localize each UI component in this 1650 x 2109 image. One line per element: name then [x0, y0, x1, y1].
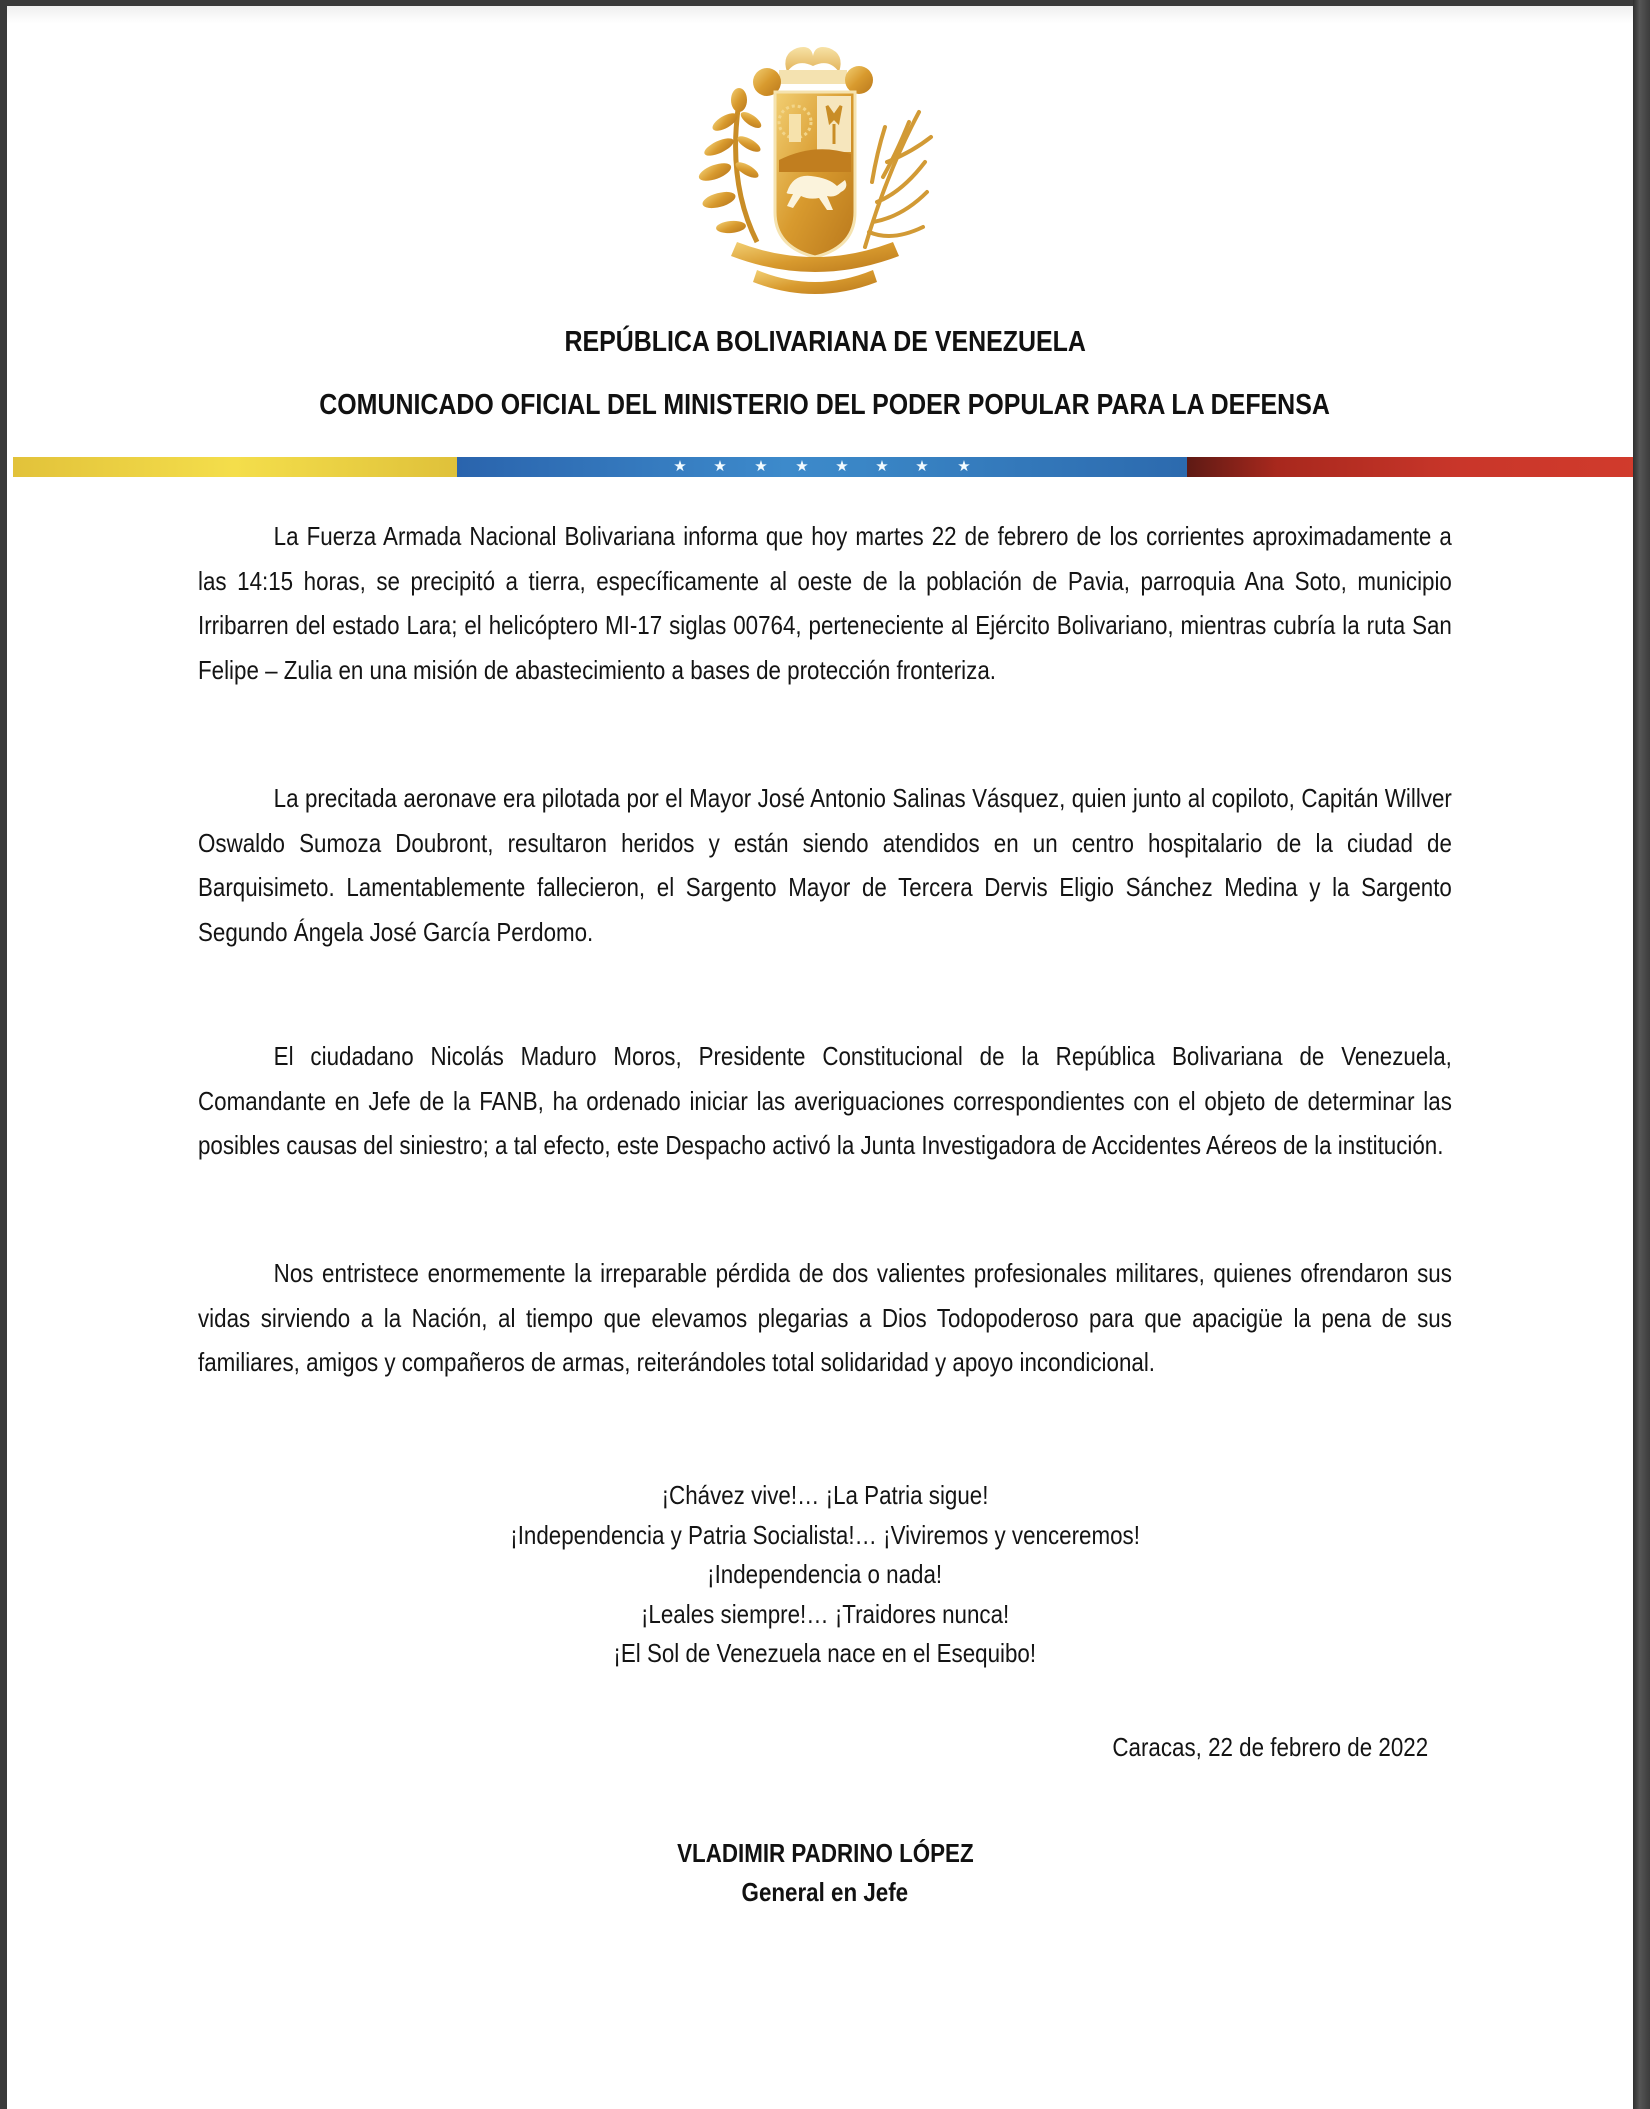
ribbon-lower	[753, 270, 877, 294]
star-icon: ★	[835, 458, 849, 475]
slogan-line: ¡Independencia y Patria Socialista!… ¡Viviremos y venceremos!	[510, 1519, 1140, 1550]
page-top-shadow	[7, 6, 1633, 24]
slogans	[7, 1476, 1643, 1674]
star-icon: ★	[754, 458, 768, 475]
signer-title: General en Jefe	[741, 1877, 909, 1907]
paragraph: El ciudadano Nicolás Maduro Moros, Presidente Constitucional de la República Bolivariana de Venezuela, Comandante en Jefe de la FANB, ha ordenado iniciar las averiguaciones correspondientes con el objeto de determinar las posibles causas del siniestro; a tal efecto, este Despacho activó la Junta Investigadora de Accidentes Aéreos de la institución.	[198, 1041, 1452, 1160]
slogan-line: ¡El Sol de Venezuela nace en el Esequibo!	[613, 1638, 1037, 1668]
star-icon: ★	[915, 458, 929, 475]
header-communique: COMUNICADO OFICIAL DEL MINISTERIO DEL PODER POPULAR PARA LA DEFENSA	[319, 389, 1331, 421]
slogan-line: ¡Chávez vive!… ¡La Patria sigue!	[661, 1480, 989, 1510]
paragraph: La precitada aeronave era pilotada por el Mayor José Antonio Salinas Vásquez, quien junto al copiloto, Capitán Willver Oswaldo Sumoza Doubront, resultaron heridos y están siendo atendidos en un centro hospitalario de la ciudad de Barquisimeto. Lamentablemente fallecieron, el Sargento Mayor de Tercera Dervis Eligio Sánchez Medina y la Sargento Segundo Ángela José García Perdomo.	[198, 783, 1452, 947]
star-icon: ★	[795, 458, 809, 475]
paragraph: La Fuerza Armada Nacional Bolivariana informa que hoy martes 22 de febrero de los corrientes aproximadamente a las 14:15 horas, se precipitó a tierra, específicamente al oeste de la población de Pavia, parroquia Ana Soto, municipio Irribarren del estado Lara; el helicóptero MI-17 siglas 00764, perteneciente al Ejército Bolivariano, mientras cubría la ruta San Felipe – Zulia en una misión de abastecimiento a bases de protección fronteriza.	[198, 521, 1452, 685]
flag-stripe	[13, 457, 1640, 477]
document-page	[7, 6, 1633, 2109]
star-icon: ★	[957, 458, 971, 475]
signer-name: VLADIMIR PADRINO LÓPEZ	[676, 1838, 974, 1868]
coat-of-arms-icon	[687, 42, 937, 302]
flag-stripe-yellow	[13, 457, 457, 477]
laurel-branch	[697, 88, 764, 242]
palm-branch	[865, 112, 931, 247]
star-icon: ★	[673, 458, 687, 475]
slogan-line: ¡Leales siempre!… ¡Traidores nunca!	[640, 1598, 1010, 1629]
date-line: Caracas, 22 de febrero de 2022	[1112, 1732, 1428, 1762]
star-icon: ★	[713, 458, 727, 475]
wheat-sheaf	[789, 114, 801, 142]
paragraph: Nos entristece enormemente la irreparable pérdida de dos valientes profesionales militares, quienes ofrendaron sus vidas sirviendo a la Nación, al tiempo que elevamos plegarias a Dios Todopoderoso para que apacigüe la pena de sus familiares, amigos y compañeros de armas, reiterándoles total solidaridad y apoyo incondicional.	[198, 1258, 1452, 1377]
slogan-line: ¡Independencia o nada!	[707, 1559, 943, 1589]
flag-stripe-red	[1187, 457, 1640, 477]
window-frame-right	[1633, 0, 1650, 2109]
header-republic: REPÚBLICA BOLIVARIANA DE VENEZUELA	[564, 326, 1086, 358]
flag-stripe-blue	[457, 457, 1187, 477]
cornucopia-crest	[785, 47, 840, 72]
star-icon: ★	[875, 458, 889, 475]
flowers-right	[845, 66, 873, 94]
crest-band	[779, 70, 847, 84]
